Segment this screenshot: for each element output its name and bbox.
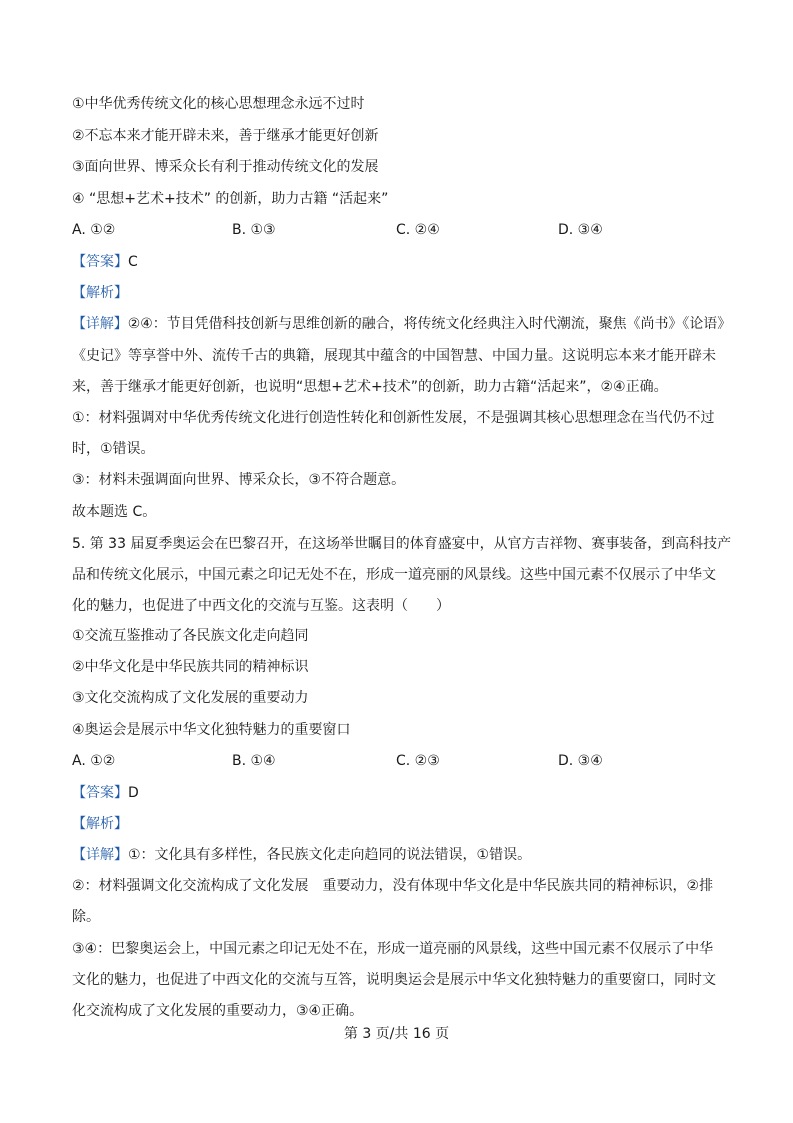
option-d: D. ③④ [558,222,603,238]
answer-line [72,783,139,803]
detail-line: ①：材料强调对中华优秀传统文化进行创造性转化和创新性发展，不是强调其核心思想理念在当代仍不过 [72,410,715,426]
detail-line: 化交流构成了文化发展的重要动力，③④正确。 [72,1003,364,1019]
detail-line: 时，①错误。 [72,441,155,457]
question-stem: 品和传统文化展示，中国元素之印记无处不在，形成一道亮丽的风景线。这些中国元素不仅展示了中华文 [72,567,716,583]
detail-line: ③：材料未强调面向世界、博采众长，③不符合题意。 [72,472,406,488]
statement-1: ①交流互鉴推动了各民族文化走向趋同 [72,628,309,644]
analysis-tag: 【解析】 [72,816,128,832]
detail-line: 来，善于继承才能更好创新，也说明“思想+艺术+技术”的创新，助力古籍“活起来”，②④正确。 [72,379,668,395]
detail-text: ①：文化具有多样性，各民族文化走向趋同的说法错误，①错误。 [128,847,532,863]
analysis-tag: 【解析】 [72,285,128,301]
question-stem: 化的魅力，也促进了中西文化的交流与互鉴。这表明（ ） [72,598,450,614]
statement-2: ②中华文化是中华民族共同的精神标识 [72,659,309,675]
answer-value: D [128,785,139,801]
statement-4: ④ “思想+艺术+技术” 的创新，助力古籍 “活起来” [72,191,389,207]
detail-line [72,845,531,865]
page-number: 第 3 页/共 16 页 [343,1026,450,1042]
detail-text: ②④：节目凭借科技创新与思维创新的融合，将传统文化经典注入时代潮流，聚焦《尚书》《论语》 [127,316,732,332]
statement-2: ②不忘本来才能开辟未来，善于继承才能更好创新 [72,128,379,144]
statement-1: ①中华优秀传统文化的核心思想理念永远不过时 [72,96,365,112]
option-c: C. ②④ [396,222,440,238]
detail-line: ②：材料强调文化交流构成了文化发展 重要动力，没有体现中华文化是中华民族共同的精神标识，②排 [72,878,714,894]
answer-value: C [128,254,138,270]
statement-3: ③文化交流构成了文化发展的重要动力 [72,690,309,706]
answer-tag: 【答案】 [72,785,128,801]
answer-options [72,220,732,240]
detail-line: ③④：巴黎奥运会上，中国元素之印记无处不在，形成一道亮丽的风景线，这些中国元素不仅展示了中华 [72,941,714,957]
conclusion-line: 故本题选 C。 [72,504,157,520]
statement-4: ④奥运会是展示中华文化独特魅力的重要窗口 [72,722,351,738]
option-b: B. ①④ [232,753,276,769]
option-b: B. ①③ [232,222,276,238]
detail-tag: 【详解】 [72,316,128,332]
answer-line [72,252,138,272]
option-d: D. ③④ [558,753,603,769]
detail-line: 文化的魅力，也促进了中西文化的交流与互答，说明奥运会是展示中华文化独特魅力的重要窗口，同时文 [72,972,716,988]
detail-line: 《史记》等享誉中外、流传千古的典籍，展现其中蕴含的中国智慧、中国力量。这说明忘本来才能开辟未 [72,348,716,364]
option-a: A. ①② [72,222,116,238]
detail-line [72,314,731,334]
statement-3: ③面向世界、博采众长有利于推动传统文化的发展 [72,159,379,175]
option-a: A. ①② [72,753,116,769]
question-stem: 5. 第 33 届夏季奥运会在巴黎召开，在这场举世瞩目的体育盛宴中，从官方吉祥物、赛事装备，到高科技产 [72,536,732,552]
answer-tag: 【答案】 [72,254,128,270]
detail-tag: 【详解】 [72,847,128,863]
answer-options [72,751,732,771]
option-c: C. ②③ [396,753,440,769]
detail-line: 除。 [72,909,100,925]
